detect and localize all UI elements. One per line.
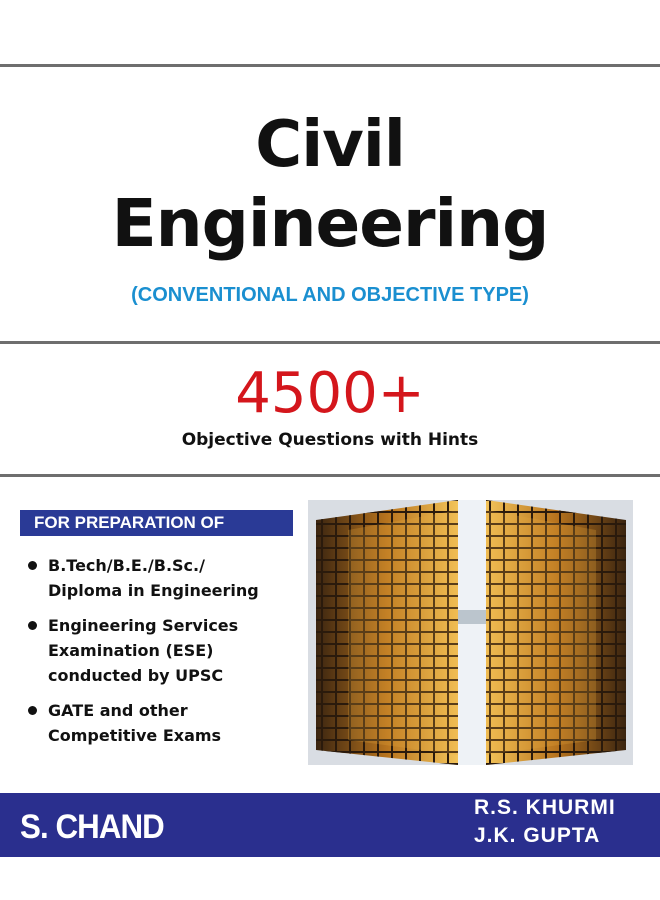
author-1: R.S. KHURMI — [474, 796, 616, 819]
prep-heading-banner: FOR PREPARATION OF — [20, 510, 293, 536]
prep-list-item — [24, 698, 309, 748]
question-count: 4500+ — [235, 361, 425, 426]
prep-item-text: GATE and other Competitive Exams — [48, 701, 222, 745]
subtitle: (CONVENTIONAL AND OBJECTIVE TYPE) — [131, 284, 529, 306]
title-line-2: Engineering — [111, 185, 549, 262]
prep-list — [24, 553, 309, 758]
prep-item-text: B.Tech/B.E./B.Sc./ Diploma in Engineering — [48, 556, 259, 600]
publisher-logo: S. CHAND — [20, 808, 164, 846]
prep-list-item — [24, 613, 309, 688]
divider-rule-1 — [0, 341, 660, 344]
title-line-1: Civil — [255, 108, 405, 182]
prep-list-item — [24, 553, 309, 603]
top-rule — [0, 64, 660, 67]
bullet-icon — [28, 621, 37, 630]
question-count-caption: Objective Questions with Hints — [181, 430, 479, 450]
skyscraper-building-icon — [308, 500, 633, 765]
divider-rule-2 — [0, 474, 660, 477]
prep-item-text: Engineering Services Examination (ESE) conducted by UPSC — [48, 616, 239, 685]
bullet-icon — [28, 561, 37, 570]
bullet-icon — [28, 706, 37, 715]
author-2: J.K. GUPTA — [474, 824, 601, 847]
